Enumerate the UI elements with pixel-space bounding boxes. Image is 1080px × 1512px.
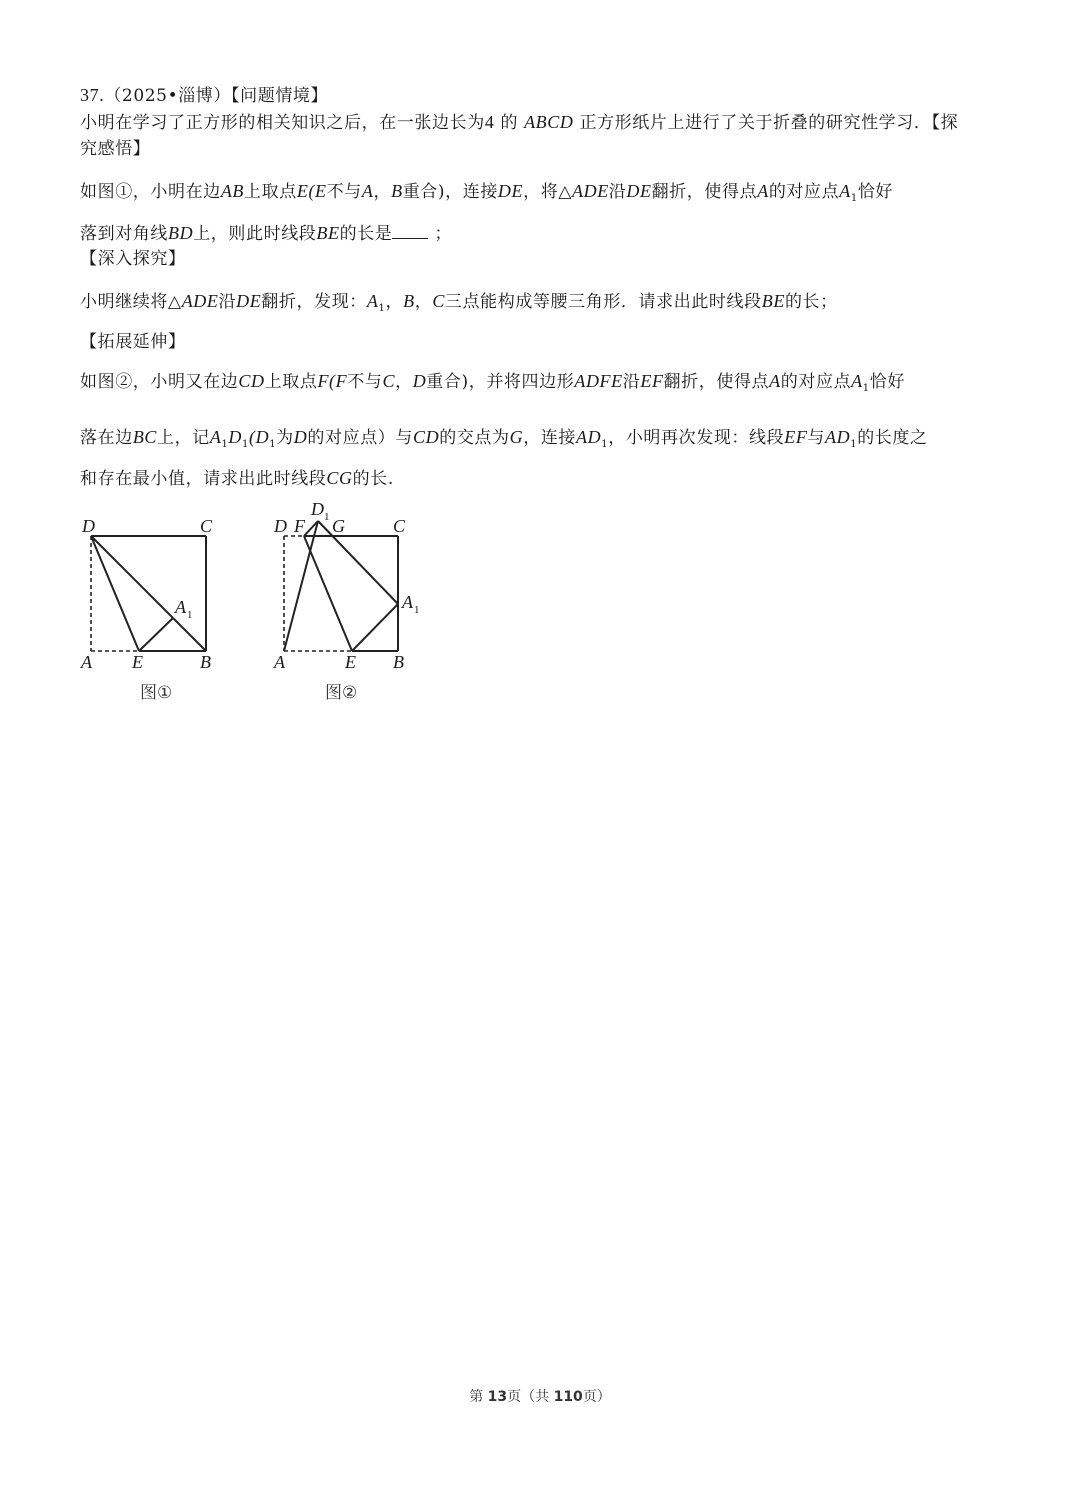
section-explore-title: 【探 xyxy=(931,113,959,133)
section-extend-title: 【拓展延伸】 xyxy=(80,332,186,352)
fig1-label-D: D xyxy=(82,516,95,536)
question-2: 小明继续将△ADE沿DE翻折，发现：$A_1$，B，C三点能构成等腰三角形．请求出此时线段BE的长； xyxy=(80,291,838,314)
section-explore-title-cont: 究感悟】 xyxy=(80,139,151,159)
fig2-caption: 图② xyxy=(325,683,358,703)
fig1-label-C: C xyxy=(200,516,213,536)
current-page: 13 xyxy=(487,1389,508,1405)
fig2-label-F: F xyxy=(294,516,305,536)
problem-number: 37. xyxy=(80,85,105,105)
total-pages: 110 xyxy=(553,1389,583,1405)
question-3-line-2: 落在边BC上，记$A_1D_1(D_1$为D的对应点）与CD的交点为G，连接$AD_1$，小明再次发现：线段EF与$AD_1$的长度之 xyxy=(80,427,928,450)
fig2-label-B: B xyxy=(393,652,404,672)
fig2-label-D: D xyxy=(274,516,287,536)
fig1-label-E: E xyxy=(132,652,143,672)
question-1-line-2: 落到对角线BD上，则此时线段BE的长是 ； xyxy=(80,223,453,244)
svg-text:1: 1 xyxy=(414,604,420,616)
fig2-label-D1: D xyxy=(311,499,324,519)
section-deep-title: 【深入探究】 xyxy=(80,249,186,269)
fig1-caption: 图① xyxy=(140,683,173,703)
question-3-line-3: 和存在最小值，请求出此时线段CG的长. xyxy=(80,468,394,489)
question-3-line-1: 如图②，小明又在边CD上取点F(F不与C，D重合)，并将四边形ADFE沿EF翻折，使得点A的对应点$A_1$恰好 xyxy=(80,371,905,394)
section-situation-title: 【问题情境】 xyxy=(231,86,329,106)
situation-text: 小明在学习了正方形的相关知识之后，在一张边长为4 的 ABCD 正方形纸片上进行了关于折叠的研究性学习．【探 xyxy=(80,112,959,133)
figure-2-diagram xyxy=(0,0,1080,720)
fig2-label-A1: A xyxy=(402,592,413,612)
fig2-label-E: E xyxy=(345,652,356,672)
fig2-label-A: A xyxy=(274,652,285,672)
problem-source: （2025•淄博） xyxy=(104,86,232,106)
fig1-label-A: A xyxy=(81,652,92,672)
fig2-label-C: C xyxy=(393,516,406,536)
question-1-line-1: 如图①，小明在边AB上取点E(E不与A，B重合)，连接DE，将△ADE沿DE翻折，使得点A的对应点$A_1$恰好 xyxy=(80,181,894,204)
svg-text:1: 1 xyxy=(187,609,193,621)
svg-text:1: 1 xyxy=(324,511,330,523)
page-footer: 第 13页（共 110页） xyxy=(469,1389,611,1405)
fig1-label-A1: A xyxy=(175,597,186,617)
fig1-label-B: B xyxy=(200,652,211,672)
fig2-label-G: G xyxy=(332,516,345,536)
